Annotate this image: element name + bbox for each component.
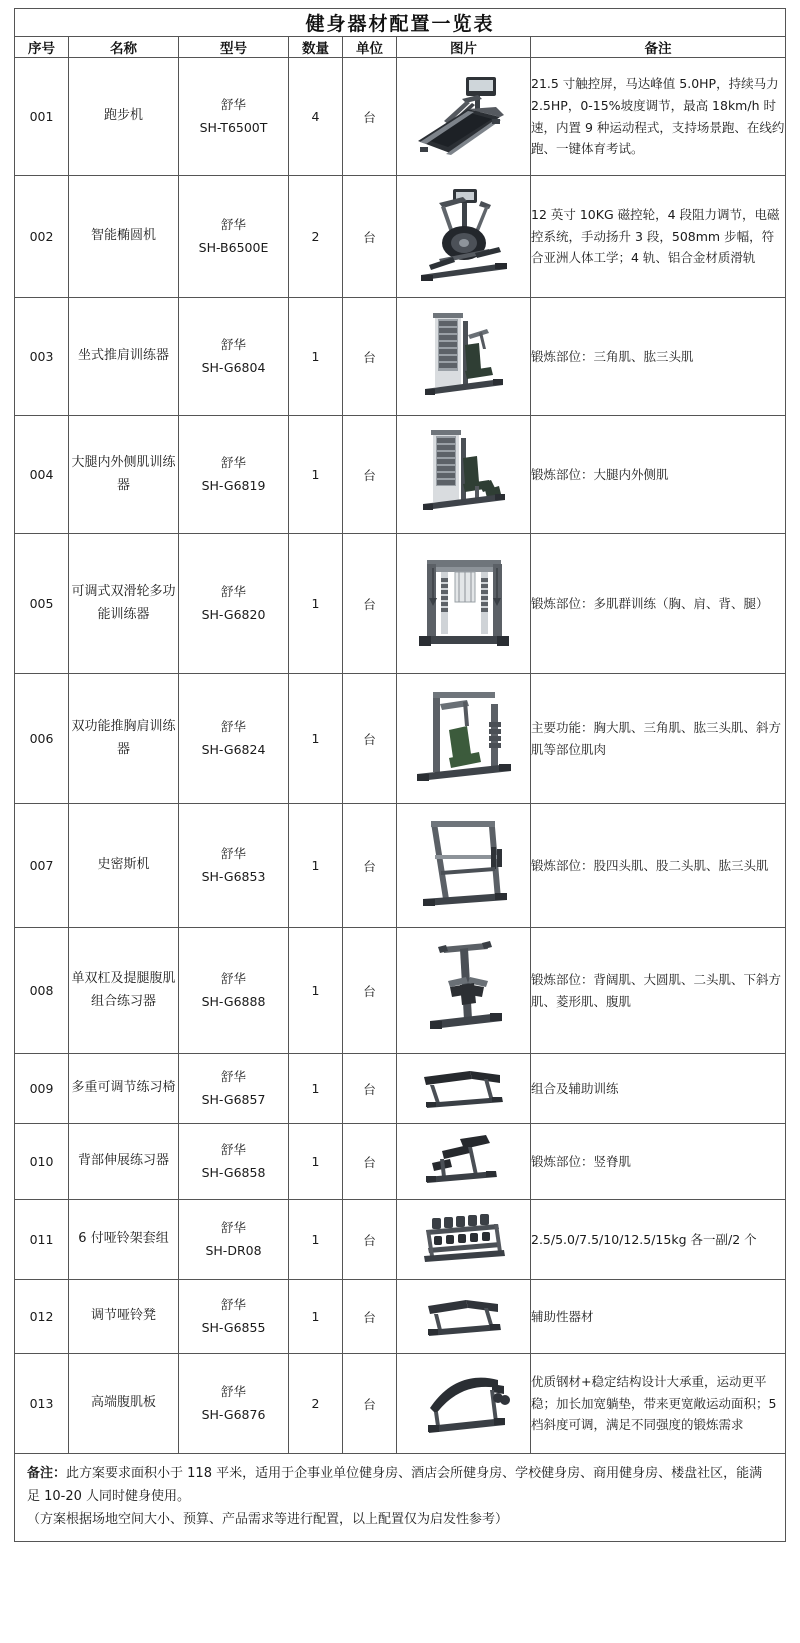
model-brand: 舒华 [220,1220,246,1235]
model-code: SH-G6888 [201,993,266,1009]
table-row [15,58,786,176]
model-code: SH-G6857 [201,1091,266,1107]
row-image [397,1054,531,1124]
model-brand: 舒华 [220,337,246,352]
column-header-no: 序号 [15,37,69,58]
row-unit: 台 [343,1354,397,1454]
model-brand: 舒华 [220,455,246,470]
row-unit: 台 [343,928,397,1054]
model-code: SH-G6824 [201,741,266,757]
smith-machine-photo [405,811,523,917]
row-unit: 台 [343,416,397,534]
row-qty: 4 [289,58,343,176]
footer-line-1: 此方案要求面积小于 118 平米，适用于企事业单位健身房、酒店会所健身房、学校健身房、商用健身房、楼盘社区，能满足 10-20 人同时健身使用。 [27,1466,763,1504]
model-brand: 舒华 [220,97,246,112]
row-model [179,928,289,1054]
dumbbell-bench-photo [406,1286,522,1344]
row-image [397,804,531,928]
row-qty: 1 [289,1054,343,1124]
model-brand: 舒华 [220,584,246,599]
row-name: 可调式双滑轮多功能训练器 [69,534,179,674]
row-name: 跑步机 [69,58,179,176]
row-note: 21.5 寸触控屏，马达峰值 5.0HP，持续马力 2.5HP，0-15%坡度调节，最高 18km/h 时速，内置 9 种运动程式，支持场景跑、在线约跑、一键体育考试。 [531,58,786,176]
row-name: 多重可调节练习椅 [69,1054,179,1124]
back-extension-photo [406,1129,522,1191]
row-unit: 台 [343,176,397,298]
row-name: 高端腹肌板 [69,1354,179,1454]
table-row [15,928,786,1054]
shoulder-press-photo [409,305,519,405]
column-header-image: 图片 [397,37,531,58]
row-image [397,58,531,176]
model-brand: 舒华 [220,719,246,734]
row-image [397,1354,531,1454]
row-no: 004 [15,416,69,534]
model-code: SH-G6876 [201,1406,266,1422]
row-qty: 1 [289,674,343,804]
model-brand: 舒华 [220,1069,246,1084]
row-image [397,298,531,416]
model-brand: 舒华 [220,217,246,232]
dumbbell-rack-photo [406,1206,522,1270]
column-header-name: 名称 [69,37,179,58]
row-model [179,416,289,534]
row-no: 003 [15,298,69,416]
row-image [397,674,531,804]
row-name: 单双杠及提腿腹肌组合练习器 [69,928,179,1054]
column-header-note: 备注 [531,37,786,58]
row-model [179,1354,289,1454]
row-no: 001 [15,58,69,176]
model-code: SH-B6500E [198,239,269,255]
row-unit: 台 [343,1054,397,1124]
row-name: 6 付哑铃架套组 [69,1200,179,1280]
footer-line-2: （方案根据场地空间大小、预算、产品需求等进行配置，以上配置仅为启发性参考） [27,1511,509,1527]
row-unit: 台 [343,58,397,176]
row-image [397,928,531,1054]
adjustable-bench-photo [406,1059,522,1115]
row-note: 组合及辅助训练 [531,1054,786,1124]
row-name: 调节哑铃凳 [69,1280,179,1354]
row-model [179,1200,289,1280]
row-model [179,674,289,804]
row-no: 012 [15,1280,69,1354]
column-header-unit: 单位 [343,37,397,58]
row-image [397,1200,531,1280]
row-unit: 台 [343,674,397,804]
model-code: SH-G6855 [201,1319,266,1335]
equipment-configuration-table [14,8,786,1454]
table-row [15,804,786,928]
row-qty: 1 [289,1200,343,1280]
row-image [397,1124,531,1200]
row-qty: 2 [289,1354,343,1454]
row-image [397,176,531,298]
row-note: 锻炼部位：三角肌、肱三头肌 [531,298,786,416]
model-code: SH-G6820 [201,606,266,622]
row-no: 009 [15,1054,69,1124]
row-unit: 台 [343,1124,397,1200]
table-row [15,534,786,674]
row-model [179,804,289,928]
row-image [397,1280,531,1354]
footer-note [14,1454,786,1542]
row-qty: 1 [289,804,343,928]
row-note: 锻炼部位：背阔肌、大圆肌、二头肌、下斜方肌、菱形肌、腹肌 [531,928,786,1054]
column-header-qty: 数量 [289,37,343,58]
row-name: 智能椭圆机 [69,176,179,298]
row-model [179,1280,289,1354]
row-no: 008 [15,928,69,1054]
model-brand: 舒华 [220,971,246,986]
row-model [179,534,289,674]
row-note: 锻炼部位：竖脊肌 [531,1124,786,1200]
chest-shoulder-press-photo [405,682,523,792]
row-unit: 台 [343,804,397,928]
table-row [15,298,786,416]
column-header-model: 型号 [179,37,289,58]
row-note: 辅助性器材 [531,1280,786,1354]
row-qty: 2 [289,176,343,298]
model-code: SH-G6858 [201,1164,266,1180]
row-name: 坐式推肩训练器 [69,298,179,416]
table-row [15,416,786,534]
row-model [179,1124,289,1200]
table-row [15,1124,786,1200]
row-qty: 1 [289,416,343,534]
hip-abductor-photo [409,424,519,522]
model-code: SH-DR08 [205,1242,262,1258]
table-row [15,1200,786,1280]
model-code: SH-T6500T [199,119,268,135]
table-title-row [15,9,786,37]
treadmill-photo [404,69,524,161]
row-no: 010 [15,1124,69,1200]
row-unit: 台 [343,1280,397,1354]
row-model [179,176,289,298]
row-note: 锻炼部位：多肌群训练（胸、肩、背、腿） [531,534,786,674]
row-note: 主要功能：胸大肌、三角肌、肱三头肌、斜方肌等部位肌肉 [531,674,786,804]
row-note: 锻炼部位：股四头肌、股二头肌、肱三头肌 [531,804,786,928]
table-row [15,1054,786,1124]
row-name: 双功能推胸肩训练器 [69,674,179,804]
row-model [179,58,289,176]
row-image [397,534,531,674]
row-qty: 1 [289,1280,343,1354]
row-no: 006 [15,674,69,804]
power-tower-photo [408,935,520,1043]
row-note: 优质钢材+稳定结构设计大承重，运动更平稳；加长加宽躺垫，带来更宽敞运动面积；5 档斜度可调，满足不同强度的锻炼需求 [531,1354,786,1454]
row-unit: 台 [343,298,397,416]
table-row [15,674,786,804]
row-no: 013 [15,1354,69,1454]
row-no: 002 [15,176,69,298]
footer-label: 备注： [27,1466,67,1481]
model-code: SH-G6853 [201,868,266,884]
cable-crossover-photo [405,546,523,658]
row-unit: 台 [343,534,397,674]
row-image [397,416,531,534]
row-note: 2.5/5.0/7.5/10/12.5/15kg 各一副/2 个 [531,1200,786,1280]
row-no: 007 [15,804,69,928]
row-name: 大腿内外侧肌训练器 [69,416,179,534]
table-header-row [15,37,786,58]
row-model [179,1054,289,1124]
row-no: 011 [15,1200,69,1280]
model-brand: 舒华 [220,1384,246,1399]
page-title: 健身器材配置一览表 [15,9,786,37]
ab-bench-photo [406,1364,522,1440]
row-qty: 1 [289,1124,343,1200]
elliptical-photo [405,183,523,287]
row-name: 背部伸展练习器 [69,1124,179,1200]
model-brand: 舒华 [220,846,246,861]
table-row [15,176,786,298]
row-no: 005 [15,534,69,674]
model-code: SH-G6804 [201,359,266,375]
row-qty: 1 [289,928,343,1054]
row-qty: 1 [289,534,343,674]
model-code: SH-G6819 [201,477,266,493]
model-brand: 舒华 [220,1142,246,1157]
row-note: 锻炼部位：大腿内外侧肌 [531,416,786,534]
row-name: 史密斯机 [69,804,179,928]
row-note: 12 英寸 10KG 磁控轮，4 段阻力调节，电磁控系统，手动扬升 3 段，508mm 步幅，符合亚洲人体工学；4 轨、铝合金材质滑轨 [531,176,786,298]
table-row [15,1354,786,1454]
row-qty: 1 [289,298,343,416]
row-unit: 台 [343,1200,397,1280]
table-row [15,1280,786,1354]
row-model [179,298,289,416]
model-brand: 舒华 [220,1297,246,1312]
